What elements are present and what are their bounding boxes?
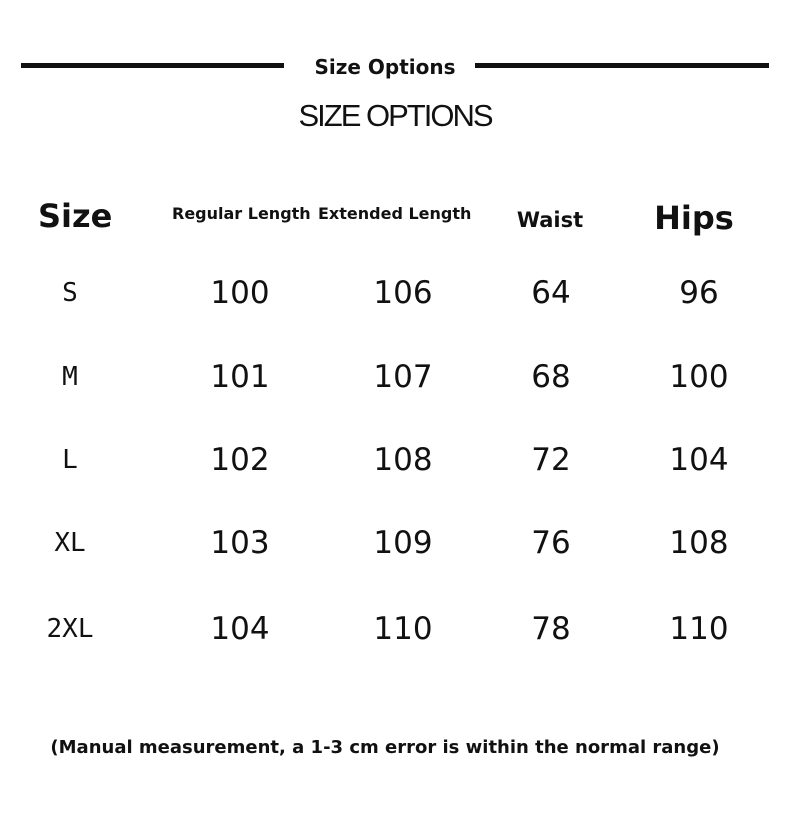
cell-waist: 64: [531, 275, 571, 311]
cell-waist: 68: [531, 359, 571, 395]
banner-rule-left: [21, 63, 284, 68]
cell-hips: 110: [669, 611, 729, 647]
header-hips: Hips: [654, 199, 734, 237]
cell-size: M: [62, 362, 78, 392]
cell-size: L: [62, 445, 78, 475]
table-row: [0, 604, 790, 654]
cell-extended-length: 110: [373, 611, 433, 647]
header-size: Size: [38, 197, 113, 235]
banner-title: Size Options: [314, 55, 456, 79]
cell-extended-length: 108: [373, 442, 433, 478]
cell-waist: 72: [531, 442, 571, 478]
cell-hips: 96: [679, 275, 719, 311]
cell-extended-length: 109: [373, 525, 433, 561]
cell-regular-length: 103: [210, 525, 270, 561]
cell-waist: 76: [531, 525, 571, 561]
cell-extended-length: 106: [373, 275, 433, 311]
cell-regular-length: 100: [210, 275, 270, 311]
table-row: [0, 352, 790, 402]
cell-size: 2XL: [46, 614, 94, 644]
cell-hips: 108: [669, 525, 729, 561]
header-regular-length: Regular Length: [172, 204, 311, 223]
cell-hips: 104: [669, 442, 729, 478]
cell-size: S: [62, 278, 78, 308]
banner-rule-right: [475, 63, 769, 68]
cell-size: XL: [54, 528, 86, 558]
measurement-note: (Manual measurement, a 1-3 cm error is within the normal range): [50, 737, 720, 758]
table-row: [0, 435, 790, 485]
cell-regular-length: 104: [210, 611, 270, 647]
cell-regular-length: 101: [210, 359, 270, 395]
table-row: [0, 268, 790, 318]
header-waist: Waist: [516, 208, 584, 232]
header-extended-length: Extended Length: [318, 204, 472, 223]
cell-regular-length: 102: [210, 442, 270, 478]
page-subtitle: SIZE OPTIONS: [298, 98, 492, 133]
cell-waist: 78: [531, 611, 571, 647]
cell-hips: 100: [669, 359, 729, 395]
table-row: [0, 518, 790, 568]
cell-extended-length: 107: [373, 359, 433, 395]
